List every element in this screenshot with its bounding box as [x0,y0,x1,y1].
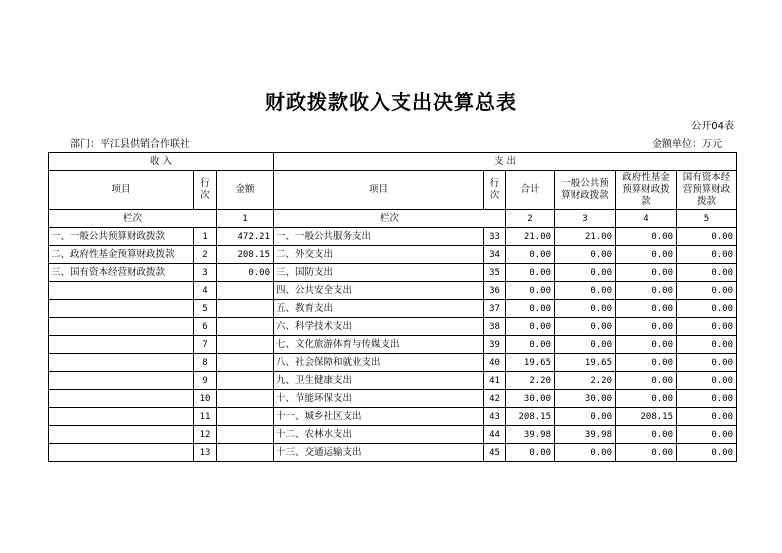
income-amount-cell: 472.21 [217,228,274,246]
soe-capital-cell: 0.00 [677,318,737,336]
gov-fund-cell: 0.00 [616,336,677,354]
expense-row-cell: 34 [484,246,506,264]
soe-capital-cell: 0.00 [677,300,737,318]
income-item-cell [49,408,194,426]
soe-capital-cell: 0.00 [677,444,737,462]
expense-item-cell: 八、社会保障和就业支出 [274,354,484,372]
expense-item-cell: 十三、交通运输支出 [274,444,484,462]
soe-capital-cell: 0.00 [677,246,737,264]
soe-capital-cell: 0.00 [677,372,737,390]
income-amount-header: 金额 [217,171,274,210]
expense-item-cell: 六、科学技术支出 [274,318,484,336]
income-row-cell: 8 [194,354,217,372]
expense-item-cell: 十、节能环保支出 [274,390,484,408]
expense-item-cell: 十一、城乡社区支出 [274,408,484,426]
table-row [49,246,737,264]
expense-row-cell: 43 [484,408,506,426]
income-item-cell: 一、一般公共预算财政拨款 [49,228,194,246]
income-item-cell [49,390,194,408]
expense-row-cell: 40 [484,354,506,372]
expense-row-cell: 38 [484,318,506,336]
table-row [49,372,737,390]
income-item-cell [49,426,194,444]
income-row-cell: 4 [194,282,217,300]
income-amount-cell [217,318,274,336]
gov-fund-cell: 0.00 [616,444,677,462]
gov-fund-cell: 0.00 [616,426,677,444]
income-item-cell [49,444,194,462]
expense-row-cell: 42 [484,390,506,408]
income-row-cell: 1 [194,228,217,246]
col-no-5: 5 [677,210,737,228]
table-row [49,390,737,408]
income-row-cell: 3 [194,264,217,282]
general-budget-header: 一般公共预算财政拨款 [555,171,616,210]
soe-capital-cell: 0.00 [677,228,737,246]
general-budget-cell: 0.00 [555,336,616,354]
income-amount-cell [217,390,274,408]
expense-item-cell: 四、公共安全支出 [274,282,484,300]
page-title: 财政拨款收入支出决算总表 [265,90,517,114]
table-row [49,282,737,300]
expense-row-cell: 37 [484,300,506,318]
expense-item-cell: 二、外交支出 [274,246,484,264]
budget-table [48,152,737,462]
col-no-label-right: 栏次 [274,210,506,228]
expense-item-cell: 三、国防支出 [274,264,484,282]
expense-row-cell: 39 [484,336,506,354]
table-row [49,318,737,336]
general-budget-cell: 19.65 [555,354,616,372]
soe-capital-cell: 0.00 [677,354,737,372]
total-cell: 21.00 [506,228,555,246]
col-no-4: 4 [616,210,677,228]
soe-capital-cell: 0.00 [677,336,737,354]
general-budget-cell: 2.20 [555,372,616,390]
expense-row-cell: 44 [484,426,506,444]
form-number: 公开04表 [691,121,734,132]
total-cell: 208.15 [506,408,555,426]
gov-fund-cell: 208.15 [616,408,677,426]
expense-item-header: 项目 [274,171,484,210]
income-row-cell: 9 [194,372,217,390]
column-header-row [49,171,737,210]
gov-fund-cell: 0.00 [616,300,677,318]
income-row-cell: 10 [194,390,217,408]
group-header-row [49,153,737,171]
gov-fund-cell: 0.00 [616,264,677,282]
general-budget-cell: 0.00 [555,300,616,318]
total-cell: 2.20 [506,372,555,390]
income-amount-cell: 208.15 [217,246,274,264]
gov-fund-cell: 0.00 [616,372,677,390]
general-budget-cell: 0.00 [555,282,616,300]
income-row-cell: 5 [194,300,217,318]
income-row-header: 行次 [194,171,217,210]
income-item-header: 项目 [49,171,194,210]
income-amount-cell [217,336,274,354]
income-item-cell [49,318,194,336]
col-no-1: 1 [217,210,274,228]
general-budget-cell: 30.00 [555,390,616,408]
general-budget-cell: 0.00 [555,318,616,336]
expense-item-cell: 十二、农林水支出 [274,426,484,444]
general-budget-cell: 39.98 [555,426,616,444]
soe-capital-cell: 0.00 [677,426,737,444]
table-row [49,228,737,246]
soe-capital-header: 国有资本经营预算财政拨款 [677,171,737,210]
income-amount-cell [217,426,274,444]
gov-fund-cell: 0.00 [616,228,677,246]
income-row-cell: 13 [194,444,217,462]
expense-row-cell: 36 [484,282,506,300]
col-no-2: 2 [506,210,555,228]
total-cell: 0.00 [506,264,555,282]
total-cell: 0.00 [506,246,555,264]
expense-item-cell: 九、卫生健康支出 [274,372,484,390]
income-amount-cell: 0.00 [217,264,274,282]
total-cell: 19.65 [506,354,555,372]
soe-capital-cell: 0.00 [677,264,737,282]
total-cell: 0.00 [506,282,555,300]
total-header: 合计 [506,171,555,210]
table-row [49,300,737,318]
gov-fund-cell: 0.00 [616,246,677,264]
income-amount-cell [217,408,274,426]
total-cell: 0.00 [506,300,555,318]
col-no-3: 3 [555,210,616,228]
col-no-label-left: 栏次 [49,210,217,228]
expense-row-cell: 35 [484,264,506,282]
general-budget-cell: 0.00 [555,408,616,426]
income-amount-cell [217,354,274,372]
income-item-cell [49,282,194,300]
expense-item-cell: 一、一般公共服务支出 [274,228,484,246]
expense-row-cell: 33 [484,228,506,246]
table-row [49,264,737,282]
total-cell: 0.00 [506,336,555,354]
gov-fund-header: 政府性基金预算财政拨款 [616,171,677,210]
expense-item-cell: 五、教育支出 [274,300,484,318]
expense-row-cell: 41 [484,372,506,390]
income-item-cell: 二、政府性基金预算财政拨款 [49,246,194,264]
total-cell: 0.00 [506,444,555,462]
gov-fund-cell: 0.00 [616,282,677,300]
income-item-cell [49,300,194,318]
income-row-cell: 12 [194,426,217,444]
income-amount-cell [217,444,274,462]
general-budget-cell: 0.00 [555,444,616,462]
gov-fund-cell: 0.00 [616,390,677,408]
expense-row-header: 行次 [484,171,506,210]
table-row [49,336,737,354]
expense-row-cell: 45 [484,444,506,462]
unit-label: 金额单位：万元 [652,139,722,150]
soe-capital-cell: 0.00 [677,390,737,408]
gov-fund-cell: 0.00 [616,318,677,336]
general-budget-cell: 0.00 [555,246,616,264]
income-item-cell [49,336,194,354]
table-row [49,426,737,444]
gov-fund-cell: 0.00 [616,354,677,372]
soe-capital-cell: 0.00 [677,282,737,300]
column-number-row [49,210,737,228]
income-group-header: 收 入 [49,153,274,171]
income-row-cell: 7 [194,336,217,354]
department-label: 部门：平江县供销合作联社 [70,139,190,150]
table-row [49,408,737,426]
total-cell: 30.00 [506,390,555,408]
general-budget-cell: 21.00 [555,228,616,246]
expense-item-cell: 七、文化旅游体育与传媒支出 [274,336,484,354]
table-row [49,444,737,462]
general-budget-cell: 0.00 [555,264,616,282]
income-item-cell [49,372,194,390]
total-cell: 0.00 [506,318,555,336]
income-amount-cell [217,372,274,390]
income-row-cell: 11 [194,408,217,426]
total-cell: 39.98 [506,426,555,444]
income-amount-cell [217,300,274,318]
soe-capital-cell: 0.00 [677,408,737,426]
table-row [49,354,737,372]
income-row-cell: 6 [194,318,217,336]
income-item-cell [49,354,194,372]
income-item-cell: 三、国有资本经营财政拨款 [49,264,194,282]
income-amount-cell [217,282,274,300]
expense-group-header: 支 出 [274,153,737,171]
income-row-cell: 2 [194,246,217,264]
